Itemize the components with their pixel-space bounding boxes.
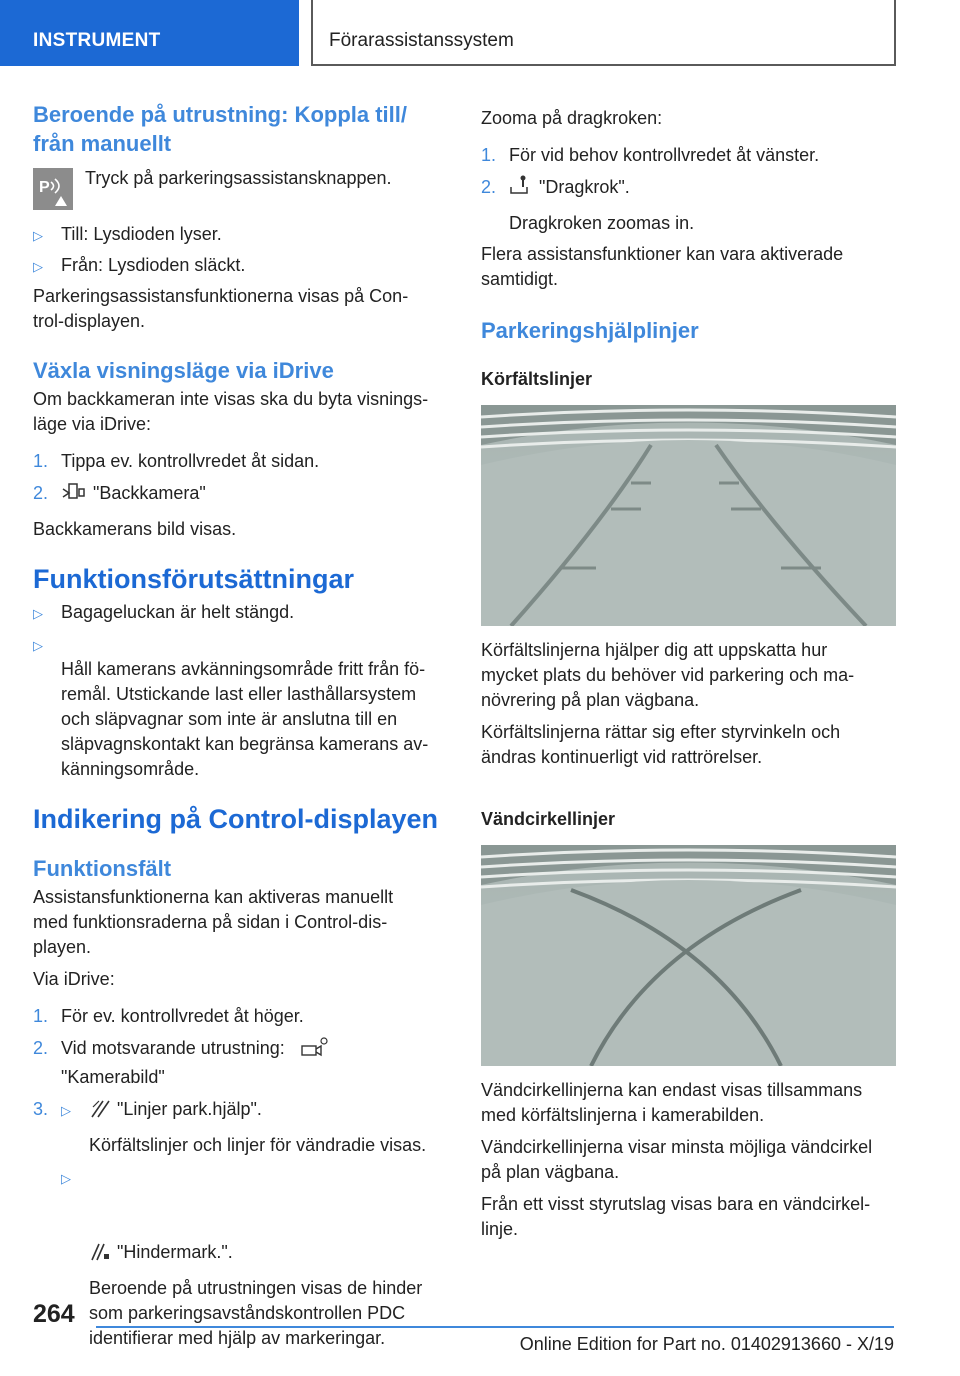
section-tab: INSTRUMENT xyxy=(0,0,299,66)
left-column xyxy=(33,100,453,1376)
paragraph: Körfältslinjerna hjälper dig att uppskatta hur mycket plats du behöver vid parkering och ma- növrering på plan vägbana. xyxy=(481,640,855,710)
paragraph: Vändcirkellinjerna visar minsta möjliga vändcirkel på plan vägbana. xyxy=(481,1137,873,1182)
right-column xyxy=(481,100,896,1242)
paragraph: Flera assistansfunktioner kan vara aktiverade samtidigt. xyxy=(481,244,844,289)
paragraph: Via iDrive: xyxy=(33,969,115,989)
list-item: 2. "Backkamera" xyxy=(33,481,453,510)
camera-settings-icon xyxy=(300,1036,330,1065)
heading-view-mode: Växla visningsläge via iDrive xyxy=(33,358,334,383)
parking-lines-icon xyxy=(89,1097,111,1126)
list-item: ▷ Håll kamerans avkänningsområde fritt från fö- remål. Utstickande last eller lasthållarsystem och släpvagnar som inte är anslutna till en släpvagnskontakt kan begränsa kamerans av- känningsområde. xyxy=(33,638,429,779)
paragraph: Backkamerans bild visas. xyxy=(33,519,237,539)
chapter-title: Förarassistanssystem xyxy=(311,0,896,66)
paragraph: Körfältslinjerna rättar sig efter styrvinkeln och ändras kontinuerligt vid rattrörelser. xyxy=(481,722,841,767)
list-item: ▷ Bagageluckan är helt stängd. xyxy=(33,602,295,622)
page-number: 264 xyxy=(33,1300,75,1328)
list-item: 3. ▷ "Linjer park.hjälp". Körfältslinjer och linjer för vändradie visas. ▷ "Hindermark.". Beroende på utrustningen visas de hinder som parkeringsavståndskontrollen PDC identifierar med hjälp av markeringar. xyxy=(33,1097,453,1376)
parking-assist-button-icon xyxy=(33,168,73,210)
turning-circle-image xyxy=(481,845,896,1066)
svg-text:P: P xyxy=(39,179,50,196)
heading-parking-lines: Parkeringshjälplinjer xyxy=(481,318,699,343)
obstacle-marking-icon xyxy=(89,1215,111,1269)
paragraph: Assistansfunktionerna kan aktiveras manuellt med funktionsraderna på sidan i Control-dis- playen. xyxy=(33,887,394,957)
paragraph: Från ett visst styrutslag visas bara en vändcirkel- linje. xyxy=(481,1194,871,1239)
parking-button-text: Tryck på parkeringsassistansknappen. xyxy=(85,168,392,188)
list-item: ▷ Till: Lysdioden lyser. xyxy=(33,224,222,244)
footer-divider xyxy=(96,1326,894,1328)
lane-lines-image xyxy=(481,405,896,626)
heading-function-field: Funktionsfält xyxy=(33,856,172,881)
sub-list-item: ▷ "Hindermark.". Beroende på utrustningen visas de hinder som parkeringsavståndskontrollen PDC identifierar med hjälp av markeringar. xyxy=(61,1171,423,1348)
list-item: ▷ Från: Lysdioden släckt. xyxy=(33,255,246,275)
heading-prerequisites: Funktionsförutsättningar xyxy=(33,564,354,594)
heading-turning-lines: Vändcirkellinjer xyxy=(481,809,616,829)
list-item: 2. "Dragkrok". Dragkroken zoomas in. xyxy=(481,177,695,233)
edition-text: Online Edition for Part no. 01402913660 - X/19 xyxy=(519,1334,894,1354)
list-item: 1. Tippa ev. kontrollvredet åt sidan. xyxy=(33,451,320,471)
paragraph: Om backkameran inte visas ska du byta visnings- läge via iDrive: xyxy=(33,389,429,434)
sub-list-item: ▷ "Linjer park.hjälp". Körfältslinjer och linjer för vändradie visas. xyxy=(61,1099,427,1155)
paragraph: Parkeringsassistansfunktionerna visas på Con- trol-displayen. xyxy=(33,286,409,331)
heading-display-indication: Indikering på Control-displayen xyxy=(33,804,439,834)
paragraph: Vändcirkellinjerna kan endast visas tillsammans med körfältslinjerna i kamerabilden. xyxy=(481,1080,863,1125)
list-item: 2. Vid motsvarande utrustning: "Kamerabild" xyxy=(33,1036,453,1090)
paragraph: Zooma på dragkroken: xyxy=(481,108,663,128)
heading-manual-toggle: Beroende på utrustning: Koppla till/ från manuellt xyxy=(33,102,407,156)
heading-lane-lines: Körfältslinjer xyxy=(481,369,593,389)
tow-hook-icon xyxy=(509,175,533,204)
list-item: 1. För ev. kontrollvredet åt höger. xyxy=(33,1006,304,1026)
list-item: 1. För vid behov kontrollvredet åt vänster. xyxy=(481,145,820,165)
rear-camera-icon xyxy=(61,481,87,510)
page-header xyxy=(0,0,960,66)
parking-button-row xyxy=(33,168,453,218)
